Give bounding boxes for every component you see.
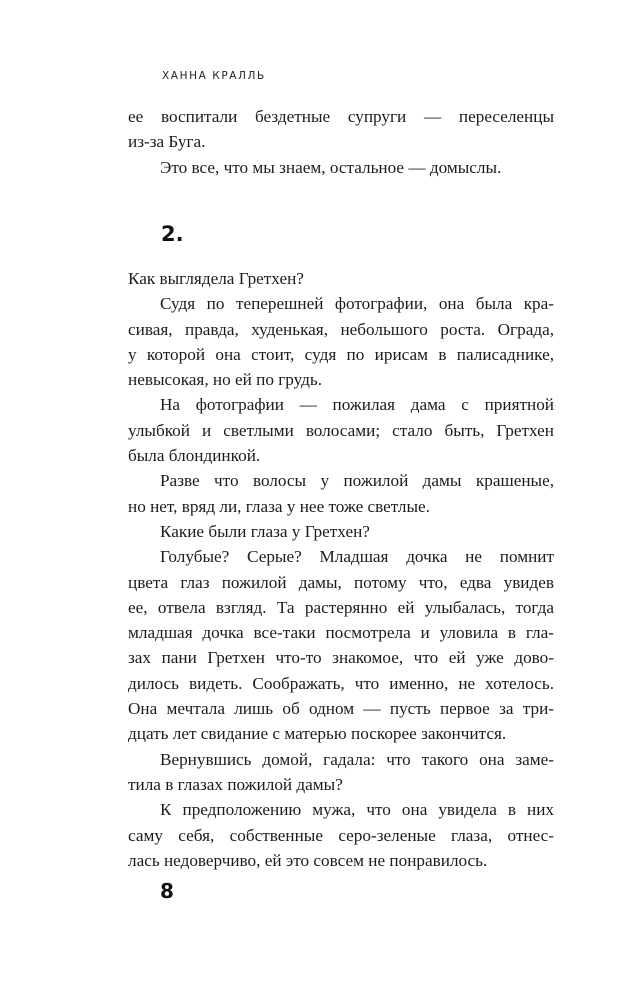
paragraph bbox=[128, 392, 554, 468]
text-line: улыбкой и светлыми волосами; стало быть, Гретхен bbox=[128, 420, 554, 440]
text-line: ее, отвела взгляд. Та растерянно ей улыбалась, тогда bbox=[128, 597, 554, 617]
text-line: тила в глазах пожилой дамы? bbox=[128, 774, 343, 794]
paragraph bbox=[128, 544, 554, 746]
text-line: Голубые? Серые? Младшая дочка не помнит bbox=[160, 547, 554, 567]
paragraph bbox=[128, 747, 554, 798]
paragraph bbox=[128, 104, 554, 155]
paragraph bbox=[128, 468, 554, 519]
text-line: но нет, вряд ли, глаза у нее тоже светлые. bbox=[128, 496, 430, 516]
text-line: Вернувшись домой, гадала: что такого она заме- bbox=[160, 749, 554, 769]
text-line: дилось видеть. Соображать, что именно, не хотелось. bbox=[128, 673, 554, 693]
text-line: Судя по теперешней фотографии, она была кра- bbox=[160, 294, 554, 314]
paragraph bbox=[128, 291, 554, 392]
text-line: На фотографии — пожилая дама с приятной bbox=[160, 395, 554, 415]
text-line: зах пани Гретхен что-то знакомое, что ей уже дово- bbox=[128, 648, 554, 668]
text-line: дцать лет свидание с матерью поскорее закончится. bbox=[128, 724, 507, 744]
text-line: у которой она стоит, судя по ирисам в палисаднике, bbox=[128, 344, 554, 364]
text-line: из-за Буга. bbox=[128, 132, 206, 152]
paragraph bbox=[128, 797, 554, 873]
text-line: Какие были глаза у Гретхен? bbox=[160, 521, 370, 541]
text-line: Это все, что мы знаем, остальное — домыслы. bbox=[160, 157, 502, 177]
text-line: К предположению мужа, что она увидела в них bbox=[160, 800, 554, 820]
text-line: невысокая, но ей по грудь. bbox=[128, 370, 323, 390]
text-line: младшая дочка все-таки посмотрела и уловила в гла- bbox=[128, 623, 554, 643]
top-text-block bbox=[128, 104, 554, 180]
text-line: саму себя, собственные серо-зеленые глаза, отнес- bbox=[128, 825, 554, 845]
text-line: была блондинкой. bbox=[128, 446, 261, 466]
text-line: цвета глаз пожилой дамы, потому что, едва увидев bbox=[128, 572, 554, 592]
text-line: сивая, правда, худенькая, небольшого роста. Ограда, bbox=[128, 319, 554, 339]
text-line: Как выглядела Гретхен? bbox=[128, 269, 304, 288]
paragraph bbox=[128, 155, 554, 180]
main-text-block bbox=[128, 266, 554, 873]
text-line: лась недоверчиво, ей это совсем не понравилось. bbox=[128, 850, 488, 870]
page-number: 8 bbox=[160, 879, 174, 903]
text-line: ее воспитали бездетные супруги — переселенцы bbox=[128, 107, 554, 126]
chapter-number: 2. bbox=[161, 222, 184, 246]
text-line: Разве что волосы у пожилой дамы крашеные, bbox=[160, 471, 554, 491]
running-head: ХАННА КРАЛЛЬ bbox=[162, 70, 266, 82]
paragraph bbox=[128, 519, 554, 544]
paragraph bbox=[128, 266, 554, 291]
text-line: Она мечтала лишь об одном — пусть первое за три- bbox=[128, 699, 554, 719]
